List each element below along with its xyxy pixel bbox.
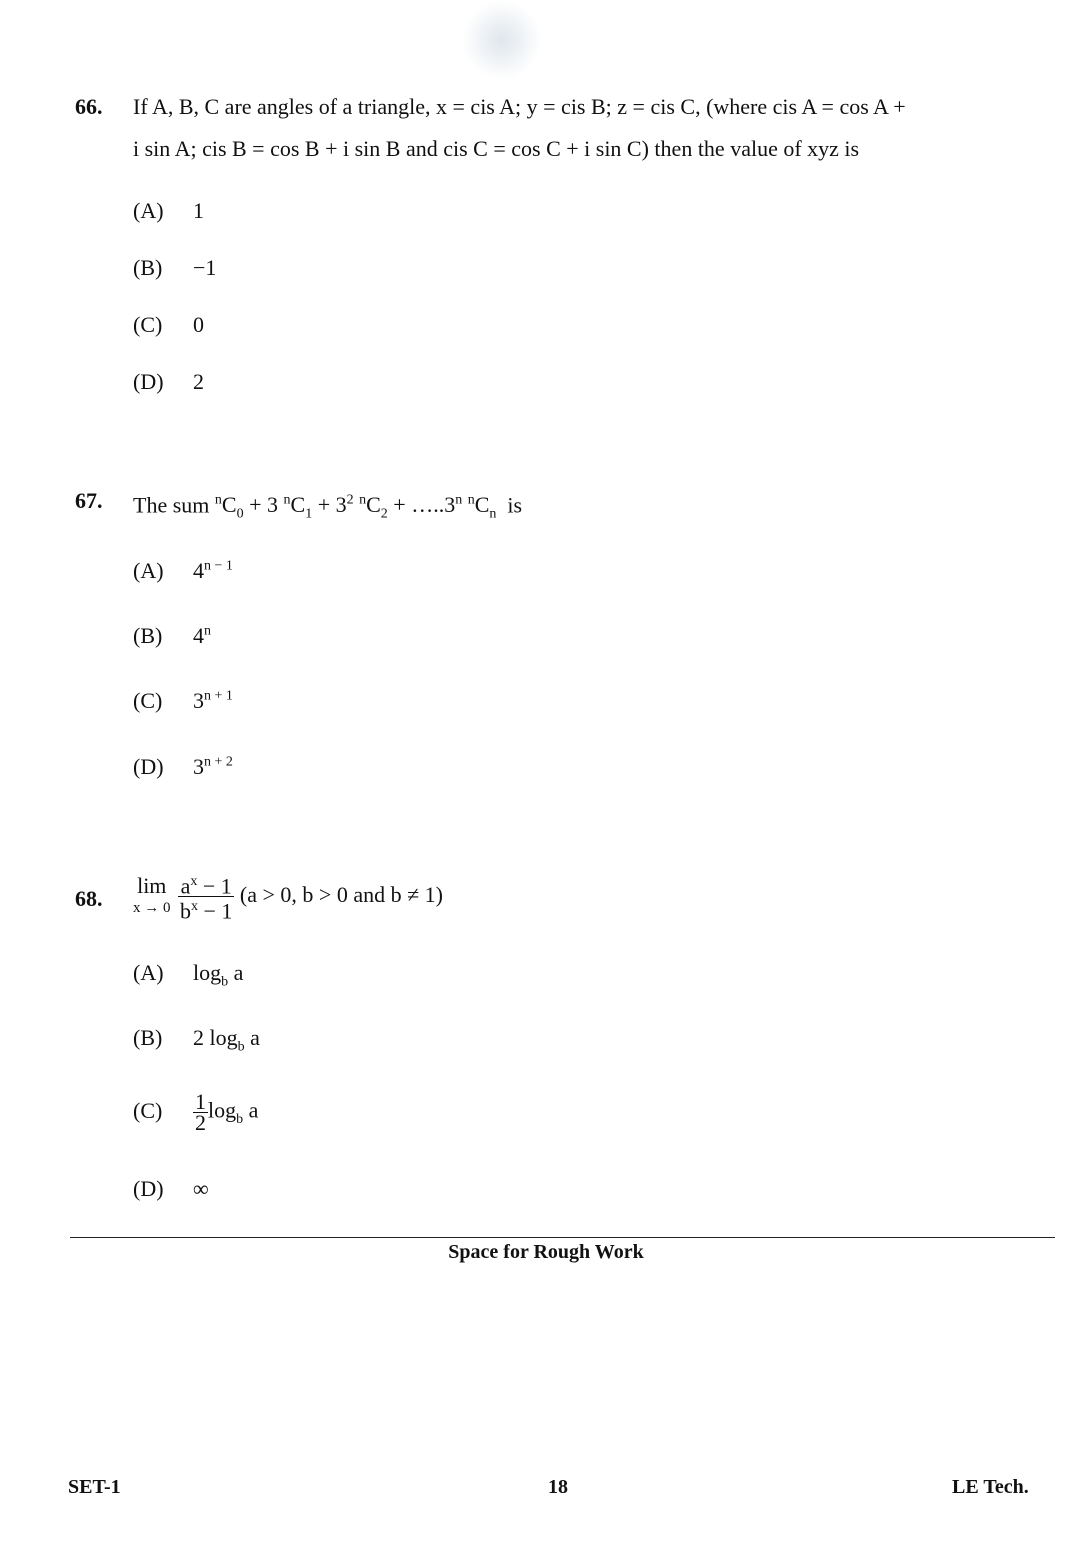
question-number: 68. — [75, 886, 103, 911]
option-text: ∞ — [193, 1176, 209, 1201]
option-label: (A) — [133, 960, 164, 985]
option-label: (C) — [133, 688, 163, 713]
question-68 — [75, 872, 1065, 932]
limit-fraction — [178, 872, 234, 922]
question-line-2: i sin A; cis B = cos B + i sin B and cis C = cos C + i sin C) then the value of xyz is — [133, 136, 860, 161]
half-fraction: $\frac{1}{2}$ — [195, 1089, 206, 1135]
fraction-denominator: $b^x - 1$ — [180, 898, 233, 924]
option-base: 3 — [193, 754, 204, 779]
log-argument: a — [243, 1097, 259, 1123]
option-66-d[interactable] — [133, 369, 204, 395]
log-base: b — [237, 1039, 245, 1055]
option-label: (A) — [133, 558, 164, 583]
option-label: (C) — [133, 312, 163, 337]
log-argument: a — [228, 960, 244, 985]
footer-set: SET-1 — [68, 1476, 121, 1498]
option-text: 0 — [193, 312, 204, 337]
option-text: log — [208, 1097, 237, 1123]
option-label: (B) — [133, 1025, 163, 1050]
option-67-d[interactable] — [133, 754, 233, 780]
option-68-b[interactable] — [133, 1025, 260, 1055]
question-text — [133, 872, 1063, 922]
option-label: (D) — [133, 369, 164, 394]
option-base: 4 — [193, 623, 204, 648]
option-base: 4 — [193, 558, 204, 583]
option-exponent: n — [204, 623, 211, 639]
option-label: (B) — [133, 255, 163, 280]
question-condition: (a > 0, b > 0 and b ≠ 1) — [239, 881, 443, 907]
question-number: 66. — [75, 94, 103, 119]
limit-subscript: x → 0 — [133, 899, 171, 916]
option-text: −1 — [193, 255, 217, 280]
option-66-c[interactable] — [133, 312, 204, 338]
footer-page-number: 18 — [548, 1476, 568, 1498]
option-label: (B) — [133, 623, 163, 648]
divider-line — [70, 1237, 1055, 1238]
option-text: 2 — [193, 369, 204, 394]
rough-work-heading: Space for Rough Work — [448, 1241, 644, 1263]
log-argument: a — [244, 1025, 260, 1050]
question-text — [133, 480, 1063, 536]
option-68-c[interactable] — [133, 1089, 259, 1135]
option-66-a[interactable] — [133, 198, 204, 224]
option-base: 3 — [193, 688, 204, 713]
footer-course: LE Tech. — [952, 1476, 1029, 1498]
option-label: (D) — [133, 754, 164, 779]
option-label: (D) — [133, 1176, 164, 1201]
option-67-c[interactable] — [133, 688, 233, 714]
option-68-d[interactable] — [133, 1176, 209, 1202]
option-67-b[interactable] — [133, 623, 211, 649]
option-text: 1 — [193, 198, 204, 223]
option-67-a[interactable] — [133, 558, 233, 584]
question-67 — [75, 480, 1065, 525]
log-base: b — [221, 974, 229, 990]
limit-word: lim — [137, 872, 167, 898]
option-68-a[interactable] — [133, 960, 243, 990]
option-66-b[interactable] — [133, 255, 216, 281]
option-exponent: n + 1 — [204, 688, 233, 704]
question-text — [133, 86, 1063, 170]
option-text: log — [193, 960, 222, 985]
fraction-numerator: $a^x - 1$ — [178, 872, 234, 897]
question-lead: The sum — [133, 492, 210, 518]
question-line-1: If A, B, C are angles of a triangle, x = cis A; y = cis B; z = cis C, (where cis A = cos A + — [133, 94, 906, 119]
question-number: 67. — [75, 488, 103, 513]
option-exponent: n + 2 — [204, 754, 233, 770]
option-exponent: n − 1 — [204, 558, 233, 574]
question-tail: is — [507, 492, 523, 518]
binomial-sum-expression: $^nC_0 + 3$ $^nC_1 + 3^2$ $^nC_2$ + $\dots..3^n$ $^nC_n$ — [214, 492, 497, 522]
log-base: b — [236, 1111, 244, 1127]
option-text: 2 log — [193, 1025, 238, 1050]
limit-operator — [133, 872, 171, 919]
faded-watermark — [462, 0, 542, 80]
question-66 — [75, 86, 1065, 176]
option-label: (A) — [133, 198, 164, 223]
option-label: (C) — [133, 1097, 163, 1123]
